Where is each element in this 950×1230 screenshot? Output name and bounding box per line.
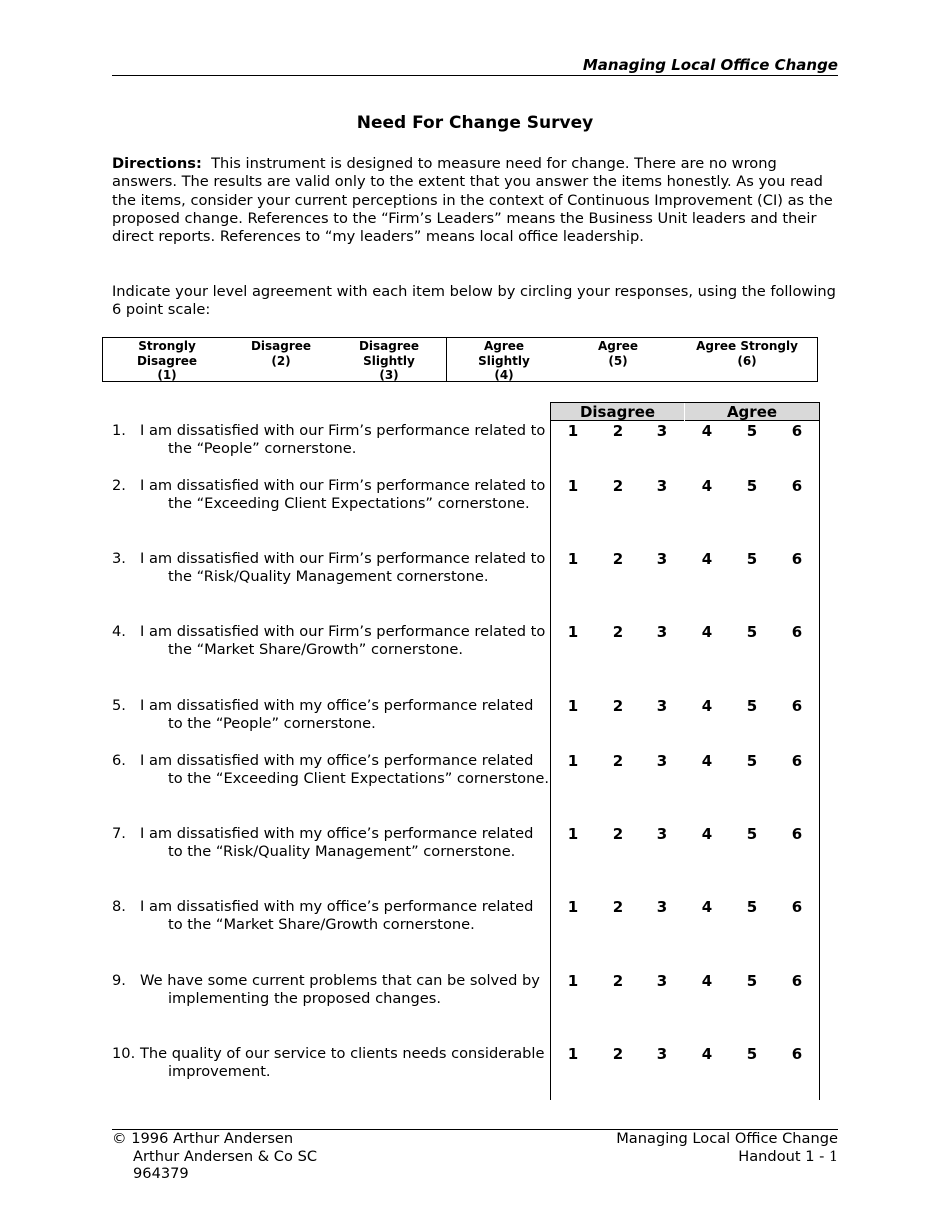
rating-option-7-4[interactable]: 4 xyxy=(701,825,713,843)
rating-option-6-5[interactable]: 5 xyxy=(746,752,758,770)
footer-title: Managing Local Office Change xyxy=(616,1130,838,1147)
rating-option-3-1[interactable]: 1 xyxy=(567,550,579,568)
survey-item-1 xyxy=(112,422,552,459)
rating-option-3-6[interactable]: 6 xyxy=(791,550,803,568)
rating-option-7-3[interactable]: 3 xyxy=(656,825,668,843)
item-text: We have some current problems that can be solved by implementing the proposed changes. xyxy=(140,972,540,1008)
rating-option-3-2[interactable]: 2 xyxy=(612,550,624,568)
item-text: I am dissatisfied with our Firm’s performance related to the “Market Share/Growth” cornerstone. xyxy=(140,623,546,659)
scale-option-6 xyxy=(687,339,807,368)
scale-option-line: Strongly xyxy=(138,339,196,353)
item-text: I am dissatisfied with our Firm’s performance related to the “People” cornerstone. xyxy=(140,422,546,458)
scale-option-line: (2) xyxy=(271,353,291,368)
rating-option-4-1[interactable]: 1 xyxy=(567,623,579,641)
rating-option-2-3[interactable]: 3 xyxy=(656,477,668,495)
scale-option-line: Agree xyxy=(597,339,639,353)
survey-item-8 xyxy=(112,898,552,935)
survey-item-3 xyxy=(112,550,552,587)
rating-option-9-2[interactable]: 2 xyxy=(612,972,624,990)
scale-option-line: Disagree xyxy=(136,353,198,368)
item-number: 7. xyxy=(112,825,126,842)
rating-option-7-2[interactable]: 2 xyxy=(612,825,624,843)
rating-option-5-6[interactable]: 6 xyxy=(791,697,803,715)
rating-option-7-1[interactable]: 1 xyxy=(567,825,579,843)
item-number: 2. xyxy=(112,477,126,494)
item-number: 9. xyxy=(112,972,126,989)
header-title: Managing Local Office Change xyxy=(582,56,838,74)
instruction-paragraph: Indicate your level agreement with each item below by circling your responses, using the following 6 point scale: xyxy=(112,283,836,319)
item-text: I am dissatisfied with our Firm’s performance related to the “Risk/Quality Management cornerstone. xyxy=(140,550,546,586)
footer-code: 964379 xyxy=(133,1165,189,1182)
rating-option-1-2[interactable]: 2 xyxy=(612,422,624,440)
rating-option-3-5[interactable]: 5 xyxy=(746,550,758,568)
item-number: 6. xyxy=(112,752,126,769)
item-text: I am dissatisfied with my office’s performance related to the “People” cornerstone. xyxy=(140,697,534,733)
rating-option-1-4[interactable]: 4 xyxy=(701,422,713,440)
rating-panel-right-border xyxy=(819,402,820,1100)
scale-option-line: (1) xyxy=(157,368,177,382)
page-title: Need For Change Survey xyxy=(356,113,594,133)
survey-item-6 xyxy=(112,752,552,789)
rating-option-6-1[interactable]: 1 xyxy=(567,752,579,770)
scale-option-line: Disagree xyxy=(358,339,420,353)
item-number: 10. xyxy=(112,1045,136,1062)
survey-item-7 xyxy=(112,825,552,862)
rating-option-2-1[interactable]: 1 xyxy=(567,477,579,495)
survey-item-10 xyxy=(112,1045,552,1082)
rating-option-4-6[interactable]: 6 xyxy=(791,623,803,641)
rating-option-4-2[interactable]: 2 xyxy=(612,623,624,641)
handout-label: Handout 1 - xyxy=(738,1147,830,1165)
rating-option-2-5[interactable]: 5 xyxy=(746,477,758,495)
scale-option-line: Agree Strongly xyxy=(696,339,798,353)
rating-option-8-4[interactable]: 4 xyxy=(701,898,713,916)
item-text: I am dissatisfied with my office’s performance related to the “Market Share/Growth cornerstone. xyxy=(140,898,534,934)
scale-option-line: (5) xyxy=(608,353,628,368)
rating-option-6-4[interactable]: 4 xyxy=(701,752,713,770)
directions-paragraph xyxy=(112,155,838,246)
survey-item-2 xyxy=(112,477,552,514)
rating-option-6-6[interactable]: 6 xyxy=(791,752,803,770)
scale-option-5 xyxy=(558,339,678,368)
agree-header: Agree xyxy=(726,403,778,421)
page-number: 1 xyxy=(829,1148,838,1165)
rating-option-5-4[interactable]: 4 xyxy=(701,697,713,715)
survey-item-4 xyxy=(112,623,552,660)
disagree-header: Disagree xyxy=(579,403,656,421)
rating-option-1-3[interactable]: 3 xyxy=(656,422,668,440)
scale-option-line: (3) xyxy=(379,368,399,382)
rating-option-10-2[interactable]: 2 xyxy=(612,1045,624,1063)
item-number: 1. xyxy=(112,422,126,439)
rating-option-10-1[interactable]: 1 xyxy=(567,1045,579,1063)
scale-option-line: Disagree xyxy=(250,339,312,353)
scale-option-line: (6) xyxy=(737,353,757,368)
rating-option-9-3[interactable]: 3 xyxy=(656,972,668,990)
rating-option-4-5[interactable]: 5 xyxy=(746,623,758,641)
rating-option-2-6[interactable]: 6 xyxy=(791,477,803,495)
scale-option-line: (4) xyxy=(494,368,514,382)
rating-option-5-3[interactable]: 3 xyxy=(656,697,668,715)
rating-option-8-5[interactable]: 5 xyxy=(746,898,758,916)
rating-option-8-3[interactable]: 3 xyxy=(656,898,668,916)
rating-option-8-6[interactable]: 6 xyxy=(791,898,803,916)
rating-option-2-4[interactable]: 4 xyxy=(701,477,713,495)
item-text: The quality of our service to clients needs considerable improvement. xyxy=(140,1045,545,1081)
survey-item-9 xyxy=(112,972,552,1009)
scale-option-line: Slightly xyxy=(478,353,530,368)
item-text: I am dissatisfied with my office’s performance related to the “Risk/Quality Management” cornerstone. xyxy=(140,825,534,861)
rating-option-10-4[interactable]: 4 xyxy=(701,1045,713,1063)
item-number: 5. xyxy=(112,697,126,714)
rating-option-4-4[interactable]: 4 xyxy=(701,623,713,641)
survey-item-5 xyxy=(112,697,552,734)
header-divider xyxy=(112,75,838,76)
rating-option-3-4[interactable]: 4 xyxy=(701,550,713,568)
rating-option-9-6[interactable]: 6 xyxy=(791,972,803,990)
rating-option-9-5[interactable]: 5 xyxy=(746,972,758,990)
footer-copyright: © 1996 Arthur Andersen xyxy=(112,1130,294,1147)
scale-option-line: Slightly xyxy=(363,353,415,368)
rating-option-5-2[interactable]: 2 xyxy=(612,697,624,715)
scale-option-2 xyxy=(221,339,341,368)
rating-option-10-6[interactable]: 6 xyxy=(791,1045,803,1063)
item-number: 4. xyxy=(112,623,126,640)
item-number: 3. xyxy=(112,550,126,567)
rating-option-10-5[interactable]: 5 xyxy=(746,1045,758,1063)
rating-option-1-6[interactable]: 6 xyxy=(791,422,803,440)
rating-option-2-2[interactable]: 2 xyxy=(612,477,624,495)
rating-option-5-1[interactable]: 1 xyxy=(567,697,579,715)
rating-option-1-5[interactable]: 5 xyxy=(746,422,758,440)
rating-option-8-1[interactable]: 1 xyxy=(567,898,579,916)
rating-option-6-3[interactable]: 3 xyxy=(656,752,668,770)
scale-option-1 xyxy=(107,339,227,383)
rating-option-8-2[interactable]: 2 xyxy=(612,898,624,916)
footer-company: Arthur Andersen & Co SC xyxy=(133,1147,318,1165)
directions-label: Directions: xyxy=(112,155,202,172)
rating-option-6-2[interactable]: 2 xyxy=(612,752,624,770)
rating-option-5-5[interactable]: 5 xyxy=(746,697,758,715)
rating-option-3-3[interactable]: 3 xyxy=(656,550,668,568)
item-number: 8. xyxy=(112,898,126,915)
directions-text: This instrument is designed to measure need for change. There are no wrong answers. The results are valid only to the extent that you answer the items honestly. As you read the items, consider your current perceptions in the context of Continuous Improvement (CI) as the proposed change. References to the “Firm’s Leaders” means the Business Unit leaders and their direct reports. References to “my leaders” means local office leadership. xyxy=(112,155,833,246)
rating-option-4-3[interactable]: 3 xyxy=(656,623,668,641)
scale-option-4 xyxy=(444,339,564,383)
footer-right xyxy=(500,1130,838,1166)
scale-option-line: Agree xyxy=(483,339,525,353)
rating-option-9-1[interactable]: 1 xyxy=(567,972,579,990)
rating-option-7-6[interactable]: 6 xyxy=(791,825,803,843)
item-text: I am dissatisfied with our Firm’s performance related to the “Exceeding Client Expectations” cornerstone. xyxy=(140,477,546,513)
rating-option-1-1[interactable]: 1 xyxy=(567,422,579,440)
rating-option-10-3[interactable]: 3 xyxy=(656,1045,668,1063)
footer-handout xyxy=(500,1148,838,1167)
footer-left xyxy=(112,1130,317,1183)
rating-option-7-5[interactable]: 5 xyxy=(746,825,758,843)
scale-option-3 xyxy=(329,339,449,383)
rating-option-9-4[interactable]: 4 xyxy=(701,972,713,990)
item-text: I am dissatisfied with my office’s performance related to the “Exceeding Client Expectations” cornerstone. xyxy=(140,752,549,788)
